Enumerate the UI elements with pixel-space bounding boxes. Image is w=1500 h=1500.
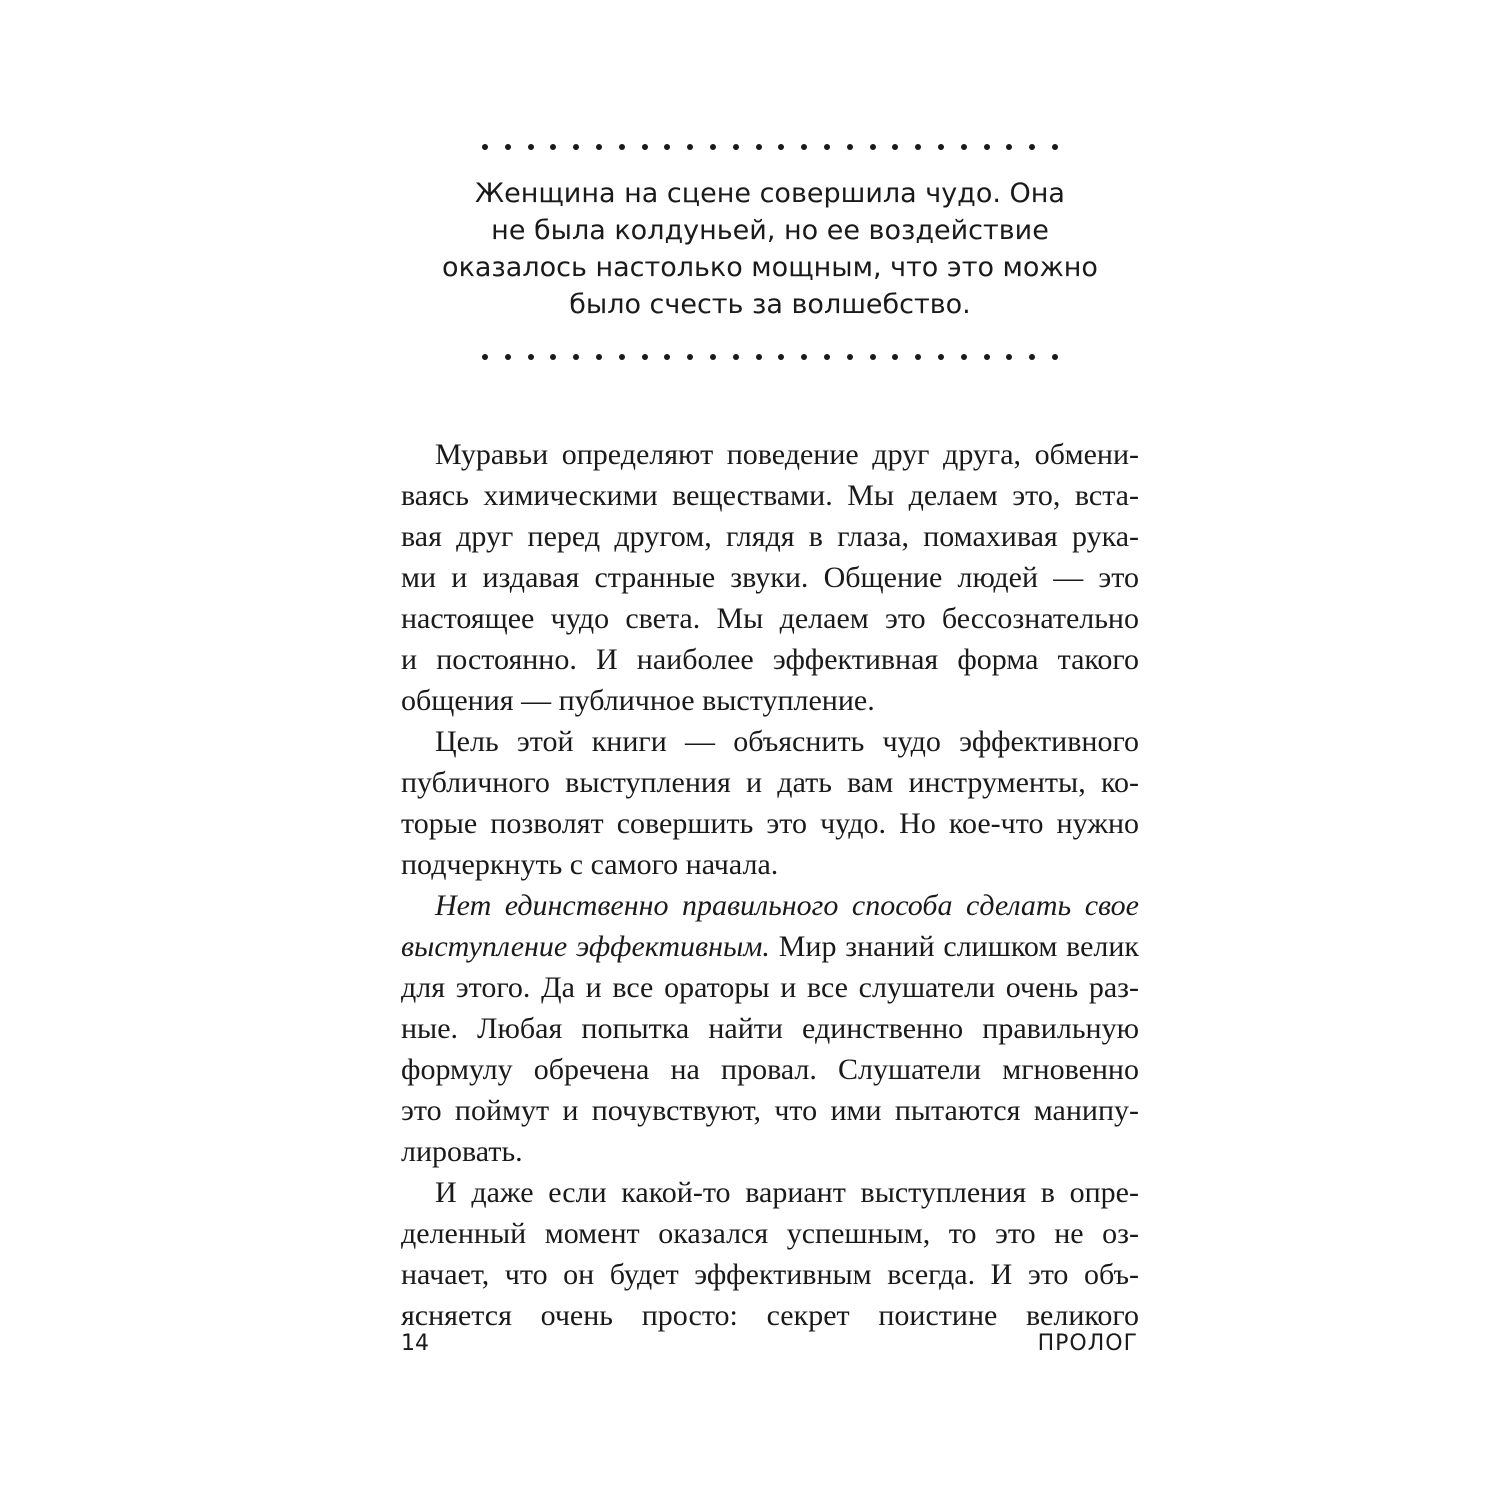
text-line: и постоянно. И наиболее эффективная форма такого — [401, 643, 1139, 676]
paragraph-2 — [401, 721, 1139, 885]
quote-line: не была колдуньей, но ее воздействие — [491, 215, 1049, 246]
body-text — [401, 434, 1139, 1336]
text-line: лировать. — [401, 1135, 523, 1168]
text-line: деленный момент оказался успешным, то это не оз- — [401, 1217, 1139, 1250]
quote-line: Женщина на сцене совершила чудо. Она — [475, 178, 1065, 209]
italic-text-line: Нет единственно правильного способа сделать свое — [435, 889, 1139, 922]
text-line: Цель этой книги — объяснить чудо эффективного — [435, 725, 1139, 758]
top-dot-separator — [482, 143, 1058, 151]
text-line: ясняется очень просто: секрет поистине великого — [401, 1299, 1139, 1332]
italic-fragment: выступление эффективным. — [401, 930, 770, 963]
text-line: общения — публичное выступление. — [401, 684, 875, 717]
text-line: ваясь химическими веществами. Мы делаем это, вста- — [401, 479, 1139, 512]
paragraph-3 — [401, 885, 1139, 1172]
text-line: публичного выступления и дать вам инструменты, ко- — [401, 766, 1139, 799]
text-line: И даже если какой-то вариант выступления в опре- — [435, 1176, 1139, 1209]
text-line: это поймут и почувствуют, что ими пытаются манипу- — [401, 1094, 1139, 1127]
text-line: формулу обречена на провал. Слушатели мгновенно — [401, 1053, 1139, 1086]
text-line: начает, что он будет эффективным всегда. И это объ- — [401, 1258, 1139, 1291]
text-fragment: Мир знаний слишком велик — [769, 930, 1139, 963]
quote-line: оказалось настолько мощным, что это можно — [442, 252, 1098, 283]
text-line: настоящее чудо света. Мы делаем это бессознательно — [401, 602, 1139, 635]
mixed-text-line — [401, 926, 1139, 967]
text-line: ми и издавая странные звуки. Общение людей — это — [401, 561, 1139, 594]
bottom-dot-separator — [482, 353, 1058, 361]
text-line: вая друг перед другом, глядя в глаза, помахивая рука- — [401, 520, 1139, 553]
running-header: ПРОЛОГ — [1037, 1331, 1138, 1356]
pull-quote — [420, 175, 1120, 323]
paragraph-4 — [401, 1172, 1139, 1336]
page-number: 14 — [401, 1331, 429, 1356]
paragraph-1 — [401, 434, 1139, 721]
text-line: торые позволят совершить это чудо. Но кое-что нужно — [401, 807, 1139, 840]
text-line: ные. Любая попытка найти единственно правильную — [401, 1012, 1139, 1045]
text-line: Муравьи определяют поведение друг друга, обмени- — [435, 438, 1139, 471]
text-line: для этого. Да и все ораторы и все слушатели очень раз- — [401, 971, 1139, 1004]
text-line: подчеркнуть с самого начала. — [401, 848, 779, 881]
quote-line: было счесть за волшебство. — [569, 289, 971, 320]
